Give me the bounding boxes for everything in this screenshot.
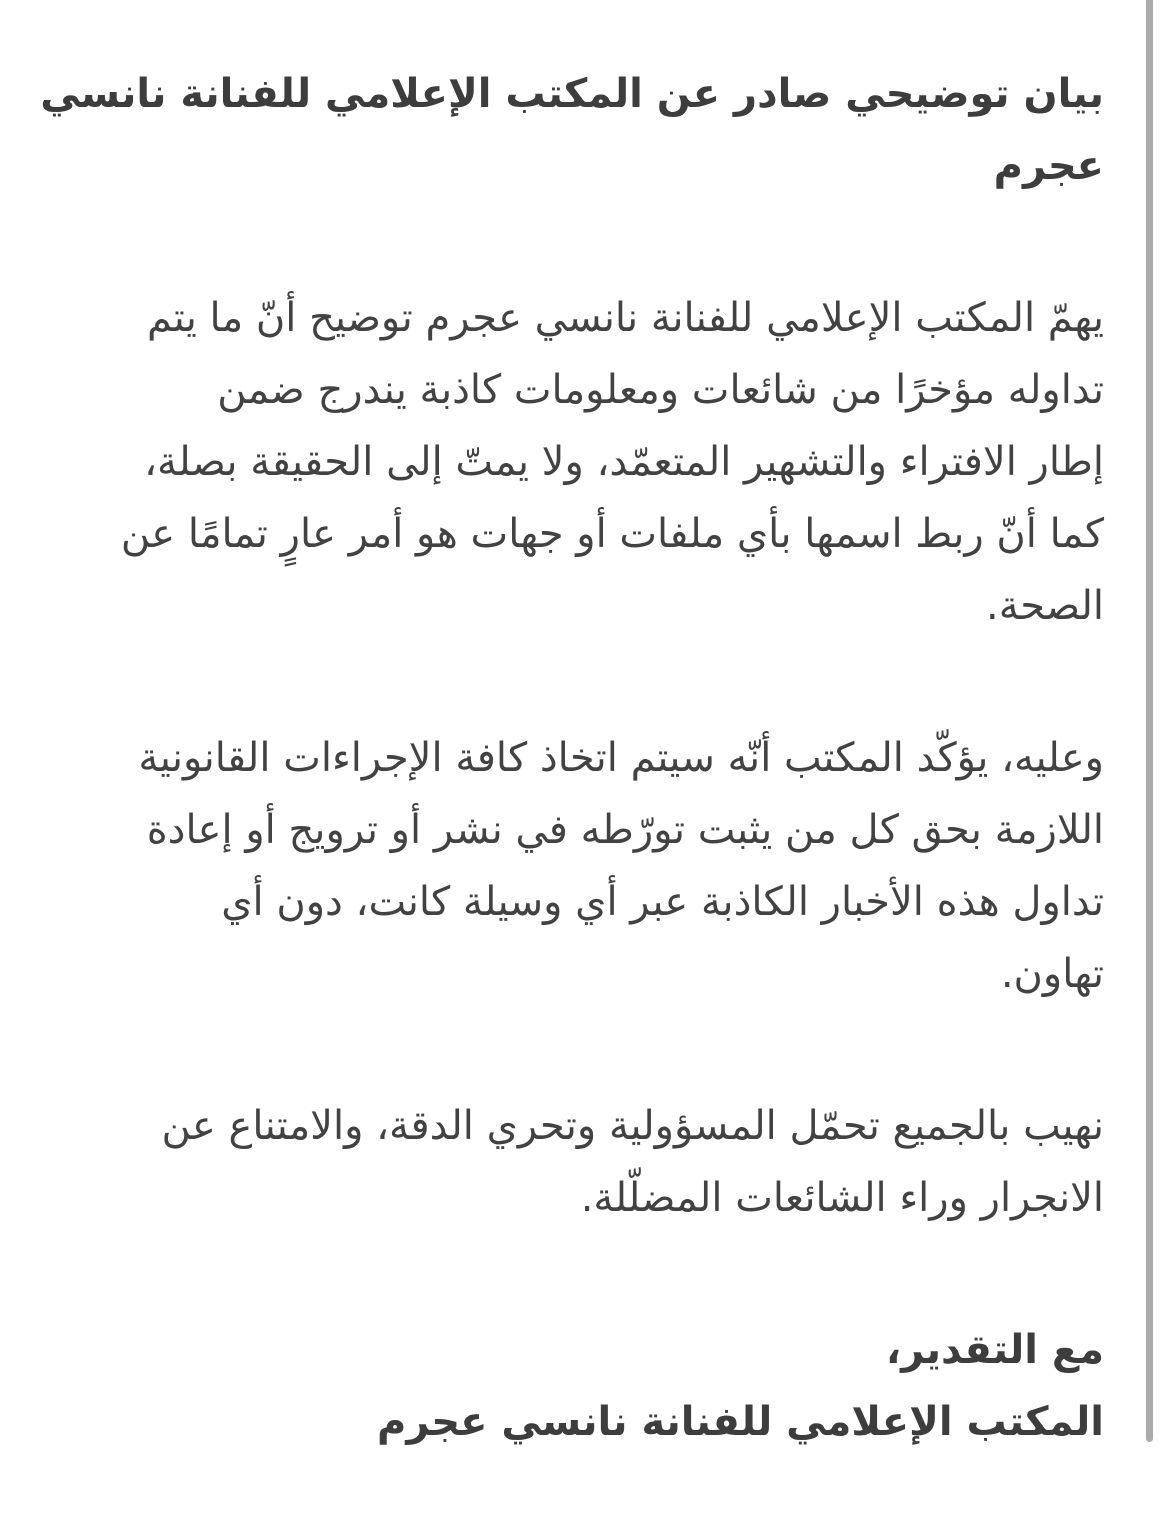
- statement-paragraph-2: [58, 722, 1104, 1010]
- paragraph-1-line-1: يهمّ المكتب الإعلامي للفنانة نانسي عجرم توضيح أنّ ما يتم: [147, 295, 1104, 341]
- paragraph-1-line-2: تداوله مؤخرًا من شائعات ومعلومات كاذبة يندرج ضمن: [217, 367, 1104, 413]
- signature-line-2: المكتب الإعلامي للفنانة نانسي عجرم: [377, 1399, 1104, 1445]
- statement-content: [40, 58, 1104, 1458]
- statement-signature: [58, 1314, 1104, 1458]
- paragraph-1-line-5: الصحة.: [986, 583, 1104, 629]
- statement-paragraph-1: [58, 282, 1104, 642]
- paragraph-1-line-3: إطار الافتراء والتشهير المتعمّد، ولا يمتّ إلى الحقيقة بصلة،: [144, 439, 1104, 485]
- paragraph-3-line-2: الانجرار وراء الشائعات المضلّلة.: [580, 1175, 1104, 1221]
- scrollbar-thumb[interactable]: [1146, 0, 1153, 1442]
- paragraph-3-line-1: نهيب بالجميع تحمّل المسؤولية وتحري الدقة، والامتناع عن: [161, 1103, 1104, 1149]
- statement-title: [40, 58, 1104, 202]
- statement-paragraph-3: [58, 1090, 1104, 1234]
- paragraph-1-line-4: كما أنّ ربط اسمها بأي ملفات أو جهات هو أمر عارٍ تمامًا عن: [120, 511, 1104, 557]
- paragraph-2-line-4: تهاون.: [1000, 951, 1104, 997]
- signature-line-1: مع التقدير،: [885, 1327, 1104, 1373]
- paragraph-2-line-1: وعليه، يؤكّد المكتب أنّه سيتم اتخاذ كافة الإجراءات القانونية: [138, 735, 1104, 781]
- paragraph-2-line-2: اللازمة بحق كل من يثبت تورّطه في نشر أو ترويج أو إعادة: [146, 807, 1104, 853]
- paragraph-2-line-3: تداول هذه الأخبار الكاذبة عبر أي وسيلة كانت، دون أي: [221, 879, 1104, 925]
- title-line-1: بيان توضيحي صادر عن المكتب الإعلامي للفنانة نانسي: [40, 71, 1104, 117]
- title-line-2: عجرم: [993, 143, 1104, 189]
